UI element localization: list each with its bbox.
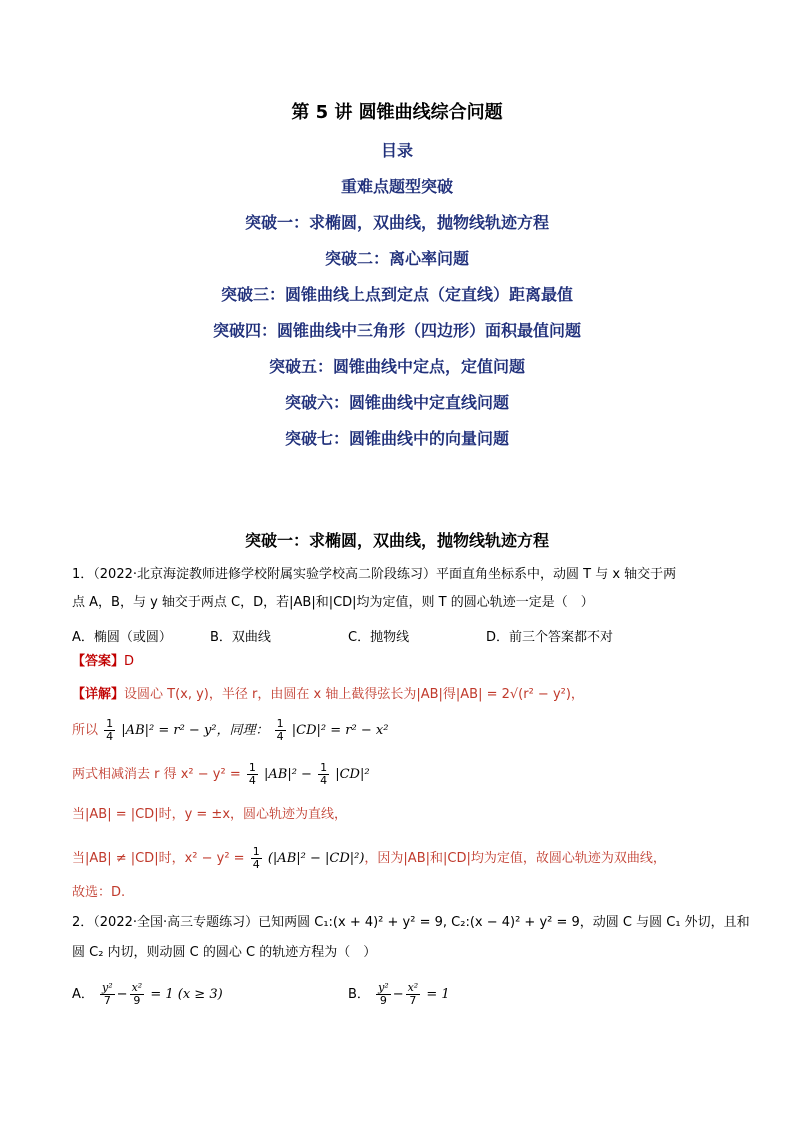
detail-text-1: 设圆心 T(x, y)，半径 r，由圆在 x 轴上截得弦长为|AB|得|AB| = 2√(r² − y²)， <box>124 687 584 702</box>
detail-text-2a: 所以 <box>72 723 99 738</box>
section-title: 突破一：求椭圆，双曲线，抛物线轨迹方程 <box>244 531 549 550</box>
option-a-tail: = 1 (x ≥ 3) <box>150 987 223 1002</box>
fraction-num: y² <box>102 981 113 994</box>
fraction-a2 <box>130 982 145 1007</box>
fraction-b1 <box>376 982 391 1007</box>
detail-text-2c: |CD|² = r² − x² <box>291 723 389 738</box>
q2-stem-line1: 2．（2022·全国·高三专题练习）已知两圆 C₁:(x + 4)² + y² = 9, C₂:(x − 4)² + y² = 9，动圆 C 与圆 C₁ 外切，且和 <box>72 915 750 930</box>
fraction-den: 4 <box>106 730 114 743</box>
conclusion-label: 故选： <box>72 885 112 900</box>
detail-text-5c: ，因为|AB|和|CD|均为定值，故圆心轨迹为双曲线， <box>364 851 666 866</box>
toc-item-4[interactable]: 突破四：圆锥曲线中三角形（四边形）面积最值问题 <box>212 321 581 340</box>
toc-item-3[interactable]: 突破三：圆锥曲线上点到定点（定直线）距离最值 <box>220 285 573 304</box>
fraction-quarter-4 <box>318 762 329 787</box>
conclusion-value: D. <box>111 885 126 900</box>
fraction-num: 1 <box>276 717 284 730</box>
q1-detail-line2 <box>72 718 388 743</box>
toc-item-7[interactable]: 突破七：圆锥曲线中的向量问题 <box>284 429 509 448</box>
detail-text-3c: |CD|² <box>335 767 370 782</box>
toc-item-6[interactable]: 突破六：圆锥曲线中定直线问题 <box>284 393 509 412</box>
answer-label: 【答案】 <box>72 654 125 669</box>
fraction-den: 4 <box>320 774 328 787</box>
q1-detail-line1 <box>72 686 584 704</box>
q2-option-a: A． $\frac{\text{y²}}{7}$ − $\frac{\text{x²}}{9}$ = 1 (x ≥ 3) <box>72 981 223 1007</box>
fraction-num: x² <box>131 981 143 994</box>
q1-option-a: A．椭圆（或圆） <box>72 630 172 645</box>
detail-label: 【详解】 <box>72 687 125 702</box>
q1-detail-line5 <box>72 846 666 871</box>
detail-text-3b: |AB|² − <box>264 767 312 782</box>
option-b-label: B． <box>348 987 370 1002</box>
toc-item-5[interactable]: 突破五：圆锥曲线中定点，定值问题 <box>268 357 525 376</box>
toc-item-1[interactable]: 突破一：求椭圆，双曲线，抛物线轨迹方程 <box>244 213 549 232</box>
fraction-den: 9 <box>379 994 387 1007</box>
page-title: 第 5 讲 圆锥曲线综合问题 <box>291 102 503 123</box>
q1-answer <box>72 653 134 671</box>
fraction-num: x² <box>407 981 419 994</box>
toc-subheading: 重难点题型突破 <box>340 177 453 196</box>
q1-detail-line3 <box>72 762 370 787</box>
fraction-den: 9 <box>133 994 141 1007</box>
detail-text-3a: 两式相减消去 r 得 x² − y² = <box>72 767 241 782</box>
fraction-den: 7 <box>103 994 111 1007</box>
fraction-a1 <box>100 982 115 1007</box>
answer-value: D <box>124 654 135 669</box>
fraction-den: 7 <box>409 994 417 1007</box>
q1-stem-line1: 1．（2022·北京海淀教师进修学校附属实验学校高二阶段练习）平面直角坐标系中，动圆 T 与 x 轴交于两 <box>72 567 677 582</box>
toc-item-2[interactable]: 突破二：离心率问题 <box>324 249 469 268</box>
option-a-label: A． <box>72 987 94 1002</box>
fraction-b2 <box>406 982 421 1007</box>
detail-text-5b: (|AB|² − |CD|²) <box>267 851 365 866</box>
option-b-tail: = 1 <box>426 987 450 1002</box>
fraction-num: y² <box>378 981 389 994</box>
fraction-den: 4 <box>276 730 284 743</box>
toc-heading: 目录 <box>380 141 413 160</box>
fraction-quarter-2 <box>275 718 286 743</box>
q1-stem-line2: 点 A，B，与 y 轴交于两点 C，D，若|AB|和|CD|均为定值，则 T 的圆心轨迹一定是（ ） <box>72 595 594 610</box>
q1-conclusion <box>72 884 125 902</box>
detail-text-5a: 当|AB| ≠ |CD|时，x² − y² = <box>72 851 245 866</box>
fraction-num: 1 <box>106 717 114 730</box>
q1-option-b: B．双曲线 <box>210 630 271 645</box>
fraction-num: 1 <box>248 761 256 774</box>
fraction-den: 4 <box>252 858 260 871</box>
q2-stem-line2: 圆 C₂ 内切，则动圆 C 的圆心 C 的轨迹方程为（ ） <box>72 945 377 960</box>
q1-detail-line4: 当|AB| = |CD|时，y = ±x，圆心轨迹为直线， <box>72 807 348 822</box>
q1-option-c: C．抛物线 <box>348 630 410 645</box>
q1-option-d: D．前三个答案都不对 <box>486 630 614 645</box>
detail-text-2b: |AB|² = r² − y²，同理： <box>121 723 269 738</box>
fraction-quarter <box>104 718 115 743</box>
fraction-quarter-3 <box>247 762 258 787</box>
q2-option-b: B． $\frac{\text{y²}}{9}$ − $\frac{\text{x²}}{7}$ = 1 <box>348 981 450 1007</box>
fraction-den: 4 <box>248 774 256 787</box>
fraction-quarter-5 <box>251 846 262 871</box>
fraction-num: 1 <box>320 761 328 774</box>
fraction-num: 1 <box>252 845 260 858</box>
